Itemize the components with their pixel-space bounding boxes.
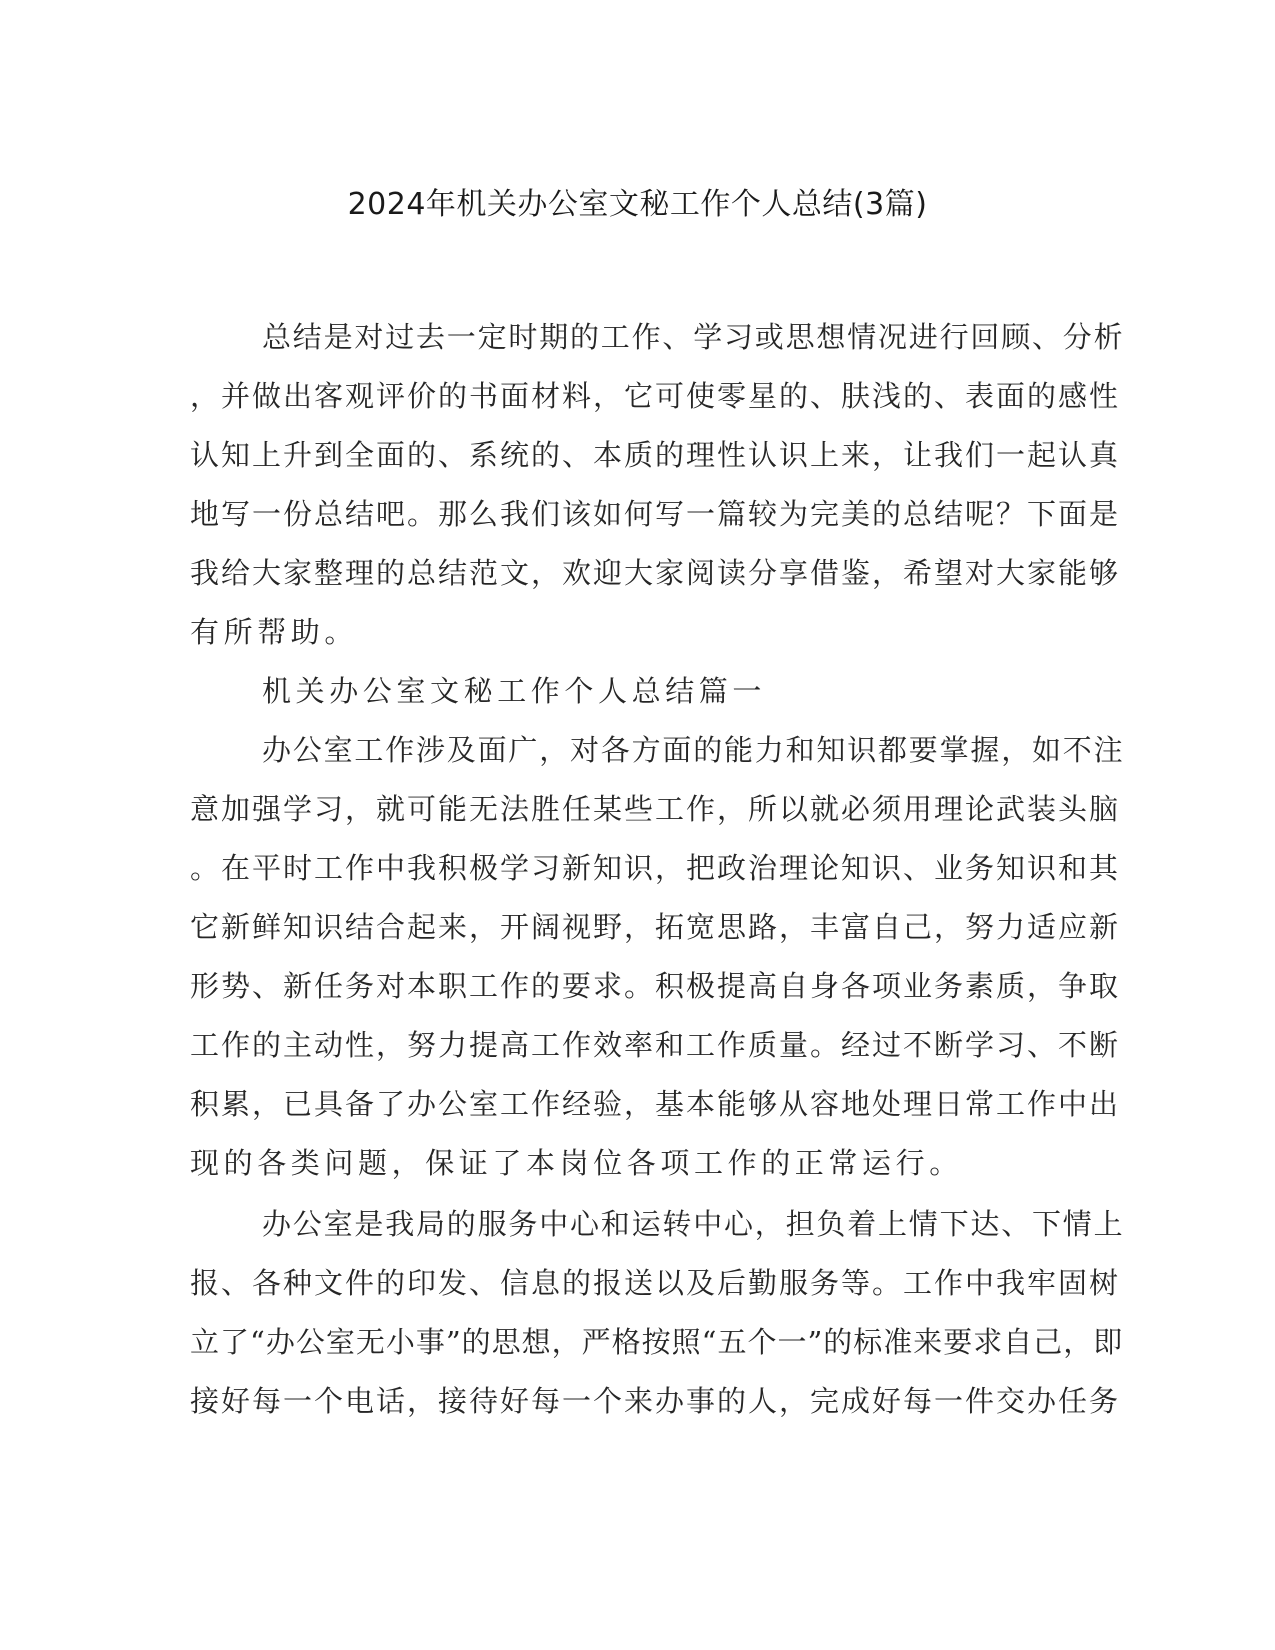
paragraph-line: 工作的主动性，努力提高工作效率和工作质量。经过不断学习、不断 (190, 1028, 1121, 1062)
document-title: 2024年机关办公室文秘工作个人总结(3篇) (347, 187, 928, 222)
paragraph-line: 认知上升到全面的、系统的、本质的理性认识上来，让我们一起认真 (190, 438, 1121, 472)
paragraph-line: 立了“办公室无小事”的思想，严格按照“五个一”的标准来要求自己，即 (190, 1325, 1124, 1359)
paragraph-line: 地写一份总结吧。那么我们该如何写一篇较为完美的总结呢？下面是 (190, 497, 1121, 531)
paragraph-line: ，并做出客观评价的书面材料，它可使零星的、肤浅的、表面的感性 (190, 379, 1121, 413)
paragraph-line: 办公室是我局的服务中心和运转中心，担负着上情下达、下情上 (262, 1207, 1125, 1241)
paragraph-line: 报、各种文件的印发、信息的报送以及后勤服务等。工作中我牢固树 (190, 1266, 1121, 1300)
paragraph-line: 总结是对过去一定时期的工作、学习或思想情况进行回顾、分析 (262, 320, 1125, 354)
paragraph-line: 它新鲜知识结合起来，开阔视野，拓宽思路，丰富自己，努力适应新 (190, 910, 1121, 944)
section-heading: 机关办公室文秘工作个人总结篇一 (262, 674, 767, 708)
paragraph-line: 积累，已具备了办公室工作经验，基本能够从容地处理日常工作中出 (190, 1087, 1121, 1121)
paragraph-line: 有所帮助。 (190, 615, 359, 649)
paragraph-line: 形势、新任务对本职工作的要求。积极提高自身各项业务素质，争取 (190, 969, 1121, 1003)
paragraph-line: 办公室工作涉及面广，对各方面的能力和知识都要掌握，如不注 (262, 733, 1125, 767)
paragraph-line: 意加强学习，就可能无法胜任某些工作，所以就必须用理论武装头脑 (190, 792, 1121, 826)
paragraph-line: 接好每一个电话，接待好每一个来办事的人，完成好每一件交办任务 (190, 1384, 1121, 1418)
paragraph-line: 现的各类问题，保证了本岗位各项工作的正常运行。 (190, 1146, 963, 1180)
paragraph-line: 我给大家整理的总结范文，欢迎大家阅读分享借鉴，希望对大家能够 (190, 556, 1121, 590)
paragraph-line: 。在平时工作中我积极学习新知识，把政治理论知识、业务知识和其 (190, 851, 1121, 885)
